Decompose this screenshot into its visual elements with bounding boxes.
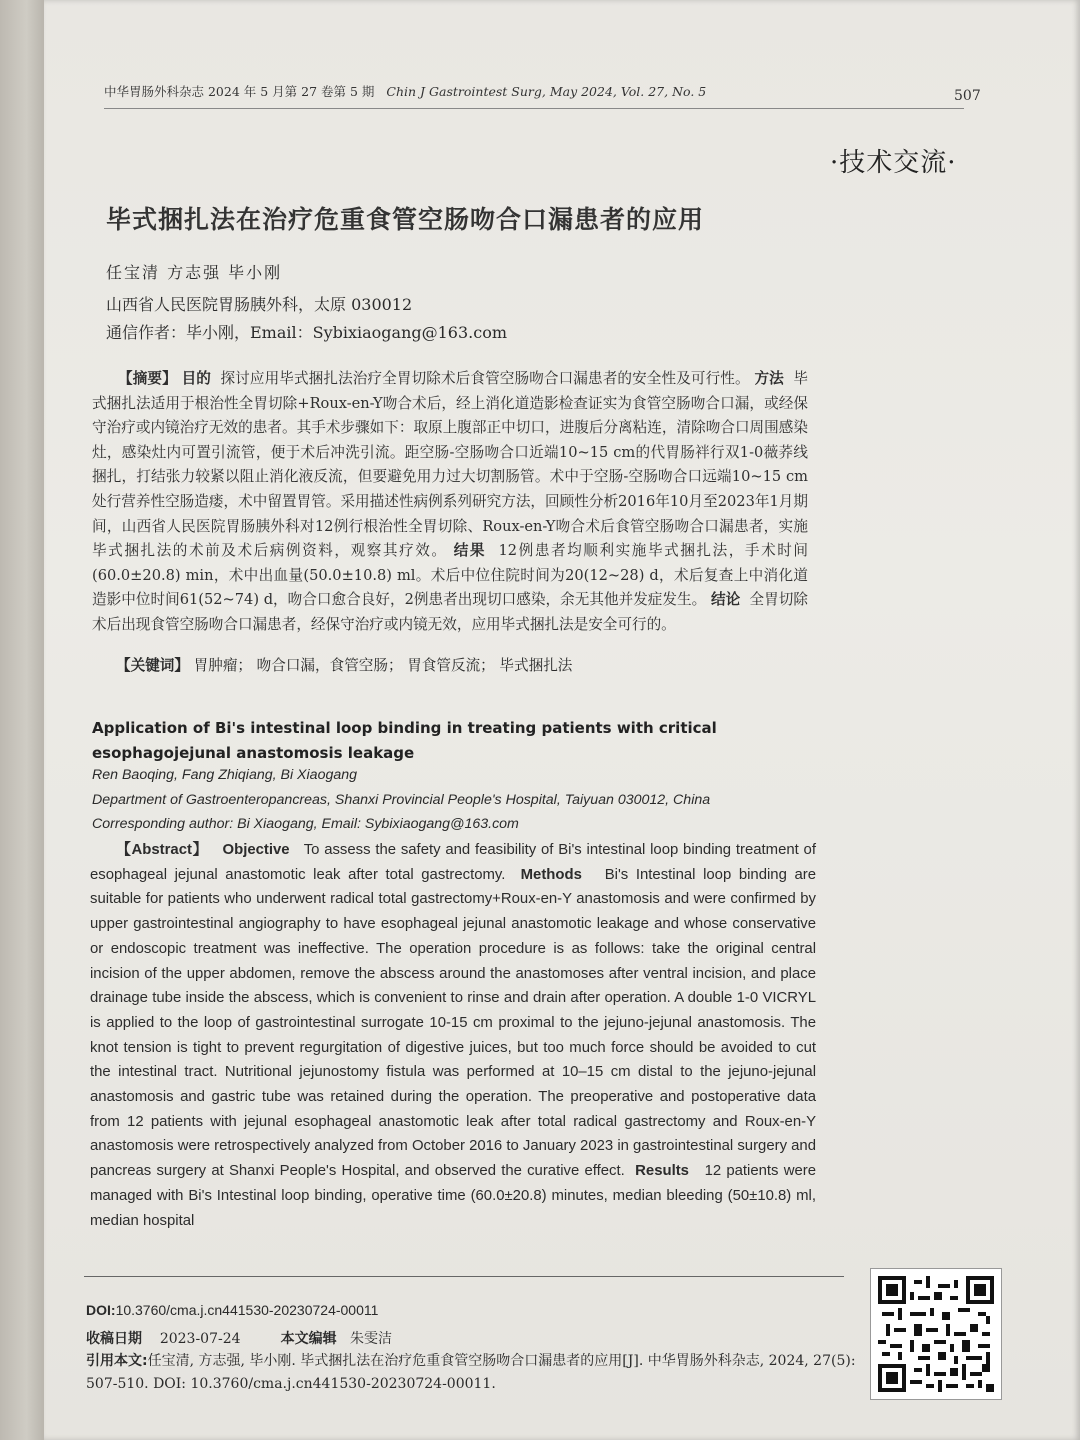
qr-code-graphic <box>878 1276 994 1392</box>
methods-text-en: Bi's Intestinal loop binding are suitable for patients who underwent radical total gastrectomy+Roux-en-Y anastomosis and were confirmed by upper gastrointestinal angiography to have esophageal jejunal anastomotic leakage and whose conservative or endoscopic treatment was ineffective. The operation procedure is as follows: take the original central incision of the upper abdomen, remove the abscess around the anastomoses after ventral incision, and place drainage tube inside the abscess, which is convenient to rinse and drain after operation. A double 1-0 VICRYL is applied to the loop of gastrointestinal surrogate 10-15 cm proximal to the jejuno-jejunal anastomosis. The knot tension is tight to prevent regurgitation of digestive juices, but too much force should be avoided to cut the intestinal tract. Nutritional jejunostomy fistula was performed at 10–15 cm distal to the jejuno-jejunal anastomosis and gastric tube was retained during the operation. The preoperative and postoperative data from 12 patients with jejunal esophageal anastomotic leak after total radical gastrectomy and Roux-en-Y anastomosis were retrospectively analyzed from October 2016 to January 2023 in gastrointestinal surgery and pancreas surgery at Shanxi People's Hospital, and observed the curative effect. <box>90 866 816 1180</box>
section-label: ·技术交流· <box>830 148 957 178</box>
header-rule <box>104 108 964 109</box>
results-text-en: 12 patients were managed with Bi's Intestinal loop binding, operative time (60.0±20.8) minutes, median bleeding (50±10.8) ml, median hospital <box>90 1163 816 1229</box>
conclusion-label-cn: 结论 <box>710 591 741 609</box>
article-title-en: Application of Bi's intestinal loop binding in treating patients with critical esophagojejunal anastomosis leakage <box>92 719 717 762</box>
authors-cn: 任宝清 方志强 毕小刚 <box>106 263 283 282</box>
objective-text-cn: 探讨应用毕式捆扎法治疗全胃切除术后食管空肠吻合口漏患者的安全性及可行性。 <box>220 370 750 387</box>
received-line <box>86 1328 392 1348</box>
results-label-cn: 结果 <box>453 542 487 560</box>
citation-text: 任宝清, 方志强, 毕小刚. 毕式捆扎法在治疗危重食管空肠吻合口漏患者的应用[J]. 中华胃肠外科杂志, 2024, 27(5): 507-510. DOI: 10.3760/cma.j.cn441530-20230724-00011. <box>86 1353 856 1392</box>
abstract-label-cn: 【摘要】 <box>118 370 177 387</box>
citation <box>86 1350 856 1396</box>
adjacent-page-edge <box>0 0 44 1440</box>
objective-label-cn: 目的 <box>181 370 211 387</box>
results-text-cn: 12例患者均顺利实施毕式捆扎法，手术时间(60.0±20.8) min，术中出血量(50.0±10.8) ml。术后中位住院时间为20(12~28) d，术后复查上中消化道造影中位时间61(52~74) d，吻合口愈合良好，2例患者出现切口感染，余无其他并发症发生。 <box>92 542 808 609</box>
keywords-cn <box>116 654 572 675</box>
journal-page <box>44 0 1080 1440</box>
citation-label: 引用本文: <box>86 1353 148 1369</box>
page-number: 507 <box>954 88 981 104</box>
corresponding-author-cn: 通信作者：毕小刚，Email：Sybixiaogang@163.com <box>106 323 508 342</box>
doi-label: DOI: <box>86 1302 116 1318</box>
authors-en: Ren Baoqing, Fang Zhiqiang, Bi Xiaogang <box>92 767 358 783</box>
doi-line <box>86 1302 378 1318</box>
methods-label-cn: 方法 <box>754 370 784 387</box>
results-label-en: Results <box>635 1163 689 1180</box>
footnote-rule <box>84 1276 844 1277</box>
received-label: 收稿日期 <box>86 1331 142 1347</box>
affiliation-en: Department of Gastroenteropancreas, Shanxi Provincial People's Hospital, Taiyuan 030012, China <box>92 792 711 808</box>
methods-text-cn: 毕式捆扎法适用于根治性全胃切除+Roux-en-Y吻合术后，经上消化道造影检查证实为食管空肠吻合口漏，或经保守治疗或内镜治疗无效的患者。其手术步骤如下：取原上腹部正中切口，进腹后分离粘连，清除吻合口周围感染灶，感染灶内可置引流管，便于术后冲洗引流。距空肠-空肠吻合口近端10~15 cm的代胃肠袢行双1-0薇荞线捆扎，打结张力较紧以阻止消化液反流，但要避免用力过大切割肠管。术中于空肠-空肠吻合口远端10~15 cm处行营养性空肠造瘘，术中留置胃管。采用描述性病例系列研究方法，回顾性分析2016年10月至2023年1月期间，山西省人民医院胃肠胰外科对12例行根治性全胃切除、Roux-en-Y吻合术后食管空肠吻合口漏患者，实施毕式捆扎法的术前及术后病例资料，观察其疗效。 <box>92 370 808 560</box>
article-title-cn: 毕式捆扎法在治疗危重食管空肠吻合口漏患者的应用 <box>106 205 705 234</box>
qr-code <box>870 1268 1002 1400</box>
methods-label-en: Methods <box>520 866 582 883</box>
affiliation-cn: 山西省人民医院胃肠胰外科，太原 030012 <box>106 295 413 314</box>
running-header <box>104 82 706 100</box>
keywords-label-cn: 【关键词】 <box>116 657 189 674</box>
editor-label: 本文编辑 <box>280 1331 337 1347</box>
doi-value: 10.3760/cma.j.cn441530-20230724-00011 <box>115 1302 379 1318</box>
abstract-label-en: 【Abstract】 <box>116 842 209 858</box>
received-date: 2023-07-24 <box>159 1331 241 1347</box>
journal-name-cn: 中华胃肠外科杂志 2024 年 5 月第 27 卷第 5 期 <box>104 84 375 99</box>
objective-text-en: To assess the safety and feasibility of Bi's intestinal loop binding treatment of esophageal jejunal anastomotic leak after total gastrectomy. <box>90 842 816 883</box>
editor-name: 朱雯洁 <box>349 1331 392 1347</box>
keywords-text-cn: 胃肿瘤； 吻合口漏，食管空肠； 胃食管反流； 毕式捆扎法 <box>193 657 573 674</box>
journal-name-en: Chin J Gastrointest Surg, May 2024, Vol. 27, No. 5 <box>386 84 707 99</box>
abstract-cn <box>92 367 808 638</box>
objective-label-en: Objective <box>222 842 290 858</box>
conclusion-text-cn: 全胃切除术后出现食管空肠吻合口漏患者，经保守治疗或内镜无效，应用毕式捆扎法是安全可行的。 <box>92 591 808 633</box>
corresponding-author-en: Corresponding author: Bi Xiaogang, Email: Sybixiaogang@163.com <box>92 816 519 832</box>
abstract-en <box>90 838 816 1233</box>
